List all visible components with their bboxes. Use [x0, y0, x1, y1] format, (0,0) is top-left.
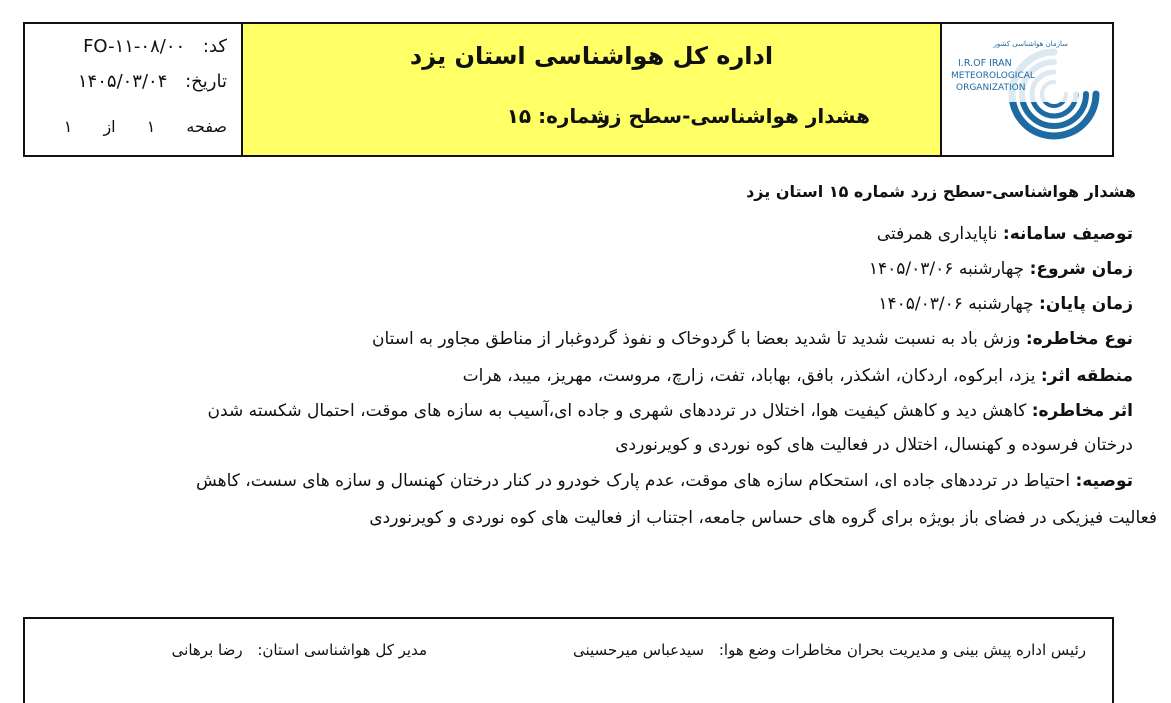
director-name: رضا برهانی: [171, 641, 243, 659]
page-current: ۱: [146, 117, 156, 136]
hazard-type-row: [372, 327, 1133, 351]
start-row: [869, 257, 1133, 281]
start-value: چهارشنبه ۱۴۰۵/۰۳/۰۶: [868, 259, 1025, 279]
office-title: اداره کل هواشناسی استان یزد: [409, 42, 774, 70]
page-of: از: [103, 117, 116, 136]
forecast-head-signature: [573, 641, 1086, 659]
logo-text-en-1: I.R.OF IRAN: [958, 58, 1012, 69]
code-value: FO-۱۱-۰۸/۰۰: [83, 36, 186, 57]
system-label: توصیف سامانه:: [1002, 224, 1133, 244]
signature-footer: [23, 617, 1114, 703]
end-value: چهارشنبه ۱۴۰۵/۰۳/۰۶: [878, 294, 1034, 314]
forecast-head-title: رئیس اداره پیش بینی و مدیریت بحران مخاطرات وضع هوا:: [718, 641, 1086, 659]
end-row: [878, 292, 1133, 316]
impact-row: [208, 399, 1133, 423]
hazard-type-value: وزش باد به نسبت شدید تا شدید بعضا با گردوخاک و نفوذ گردوغبار از مناطق مجاور به استان: [371, 329, 1021, 349]
logo-text-fa: سازمان هواشناسی کشور: [993, 40, 1068, 48]
alert-level: هشدار هواشناسی-سطح زرد: [588, 104, 870, 128]
director-signature: [172, 641, 427, 659]
logo-text-en-3: ORGANIZATION: [956, 83, 1026, 93]
advice-row: [196, 469, 1133, 493]
logo-text-en-2: METEOROLOGICAL: [951, 71, 1035, 81]
code-label: کد:: [202, 36, 227, 57]
end-label: زمان پایان:: [1039, 294, 1133, 314]
page-label: صفحه: [186, 117, 227, 136]
area-label: منطقه اثر:: [1040, 366, 1133, 386]
impact-line-2: درختان فرسوده و کهنسال، اختلال در فعالیت های کوه نوردی و کویرنوردی: [615, 435, 1133, 455]
system-row: [877, 222, 1133, 246]
impact-label: اثر مخاطره:: [1031, 401, 1133, 421]
area-row: [463, 364, 1133, 388]
advice-line-2: فعالیت فیزیکی در فضای باز بویژه برای گروه های حساس جامعه، اجتناب از فعالیت های کوه نوردی و کویرنوردی: [369, 508, 1157, 528]
impact-line-1: کاهش دید و کاهش کیفیت هوا، اختلال در ترددهای شهری و جاده ای،آسیب به سازه های موقت، احتمال شکسته شدن: [207, 401, 1027, 421]
advice-label: توصیه:: [1075, 471, 1133, 491]
date-label: تاریخ:: [185, 71, 227, 92]
page-total: ۱: [63, 117, 73, 136]
forecast-head-name: سیدعباس میرحسینی: [572, 641, 705, 659]
area-value: یزد، ابرکوه، اردکان، اشکذر، بافق، بهاباد، تفت، زارچ، مروست، مهریز، میبد، هرات: [462, 366, 1036, 386]
start-label: زمان شروع:: [1029, 259, 1133, 279]
alert-number: شماره: ۱۵: [506, 104, 610, 128]
director-title: مدیر کل هواشناسی استان:: [257, 641, 427, 659]
date-value: ۱۴۰۵/۰۳/۰۴: [77, 71, 168, 92]
alert-heading: هشدار هواشناسی-سطح زرد شماره ۱۵ استان یزد: [746, 182, 1136, 201]
advice-line-1: احتیاط در ترددهای جاده ای، استحکام سازه های موقت، عدم پارک خودرو در کنار درختان کهنسال و سازه های سست، کاهش: [195, 471, 1071, 491]
hazard-type-label: نوع مخاطره:: [1025, 329, 1133, 349]
system-value: ناپایداری همرفتی: [876, 224, 998, 244]
